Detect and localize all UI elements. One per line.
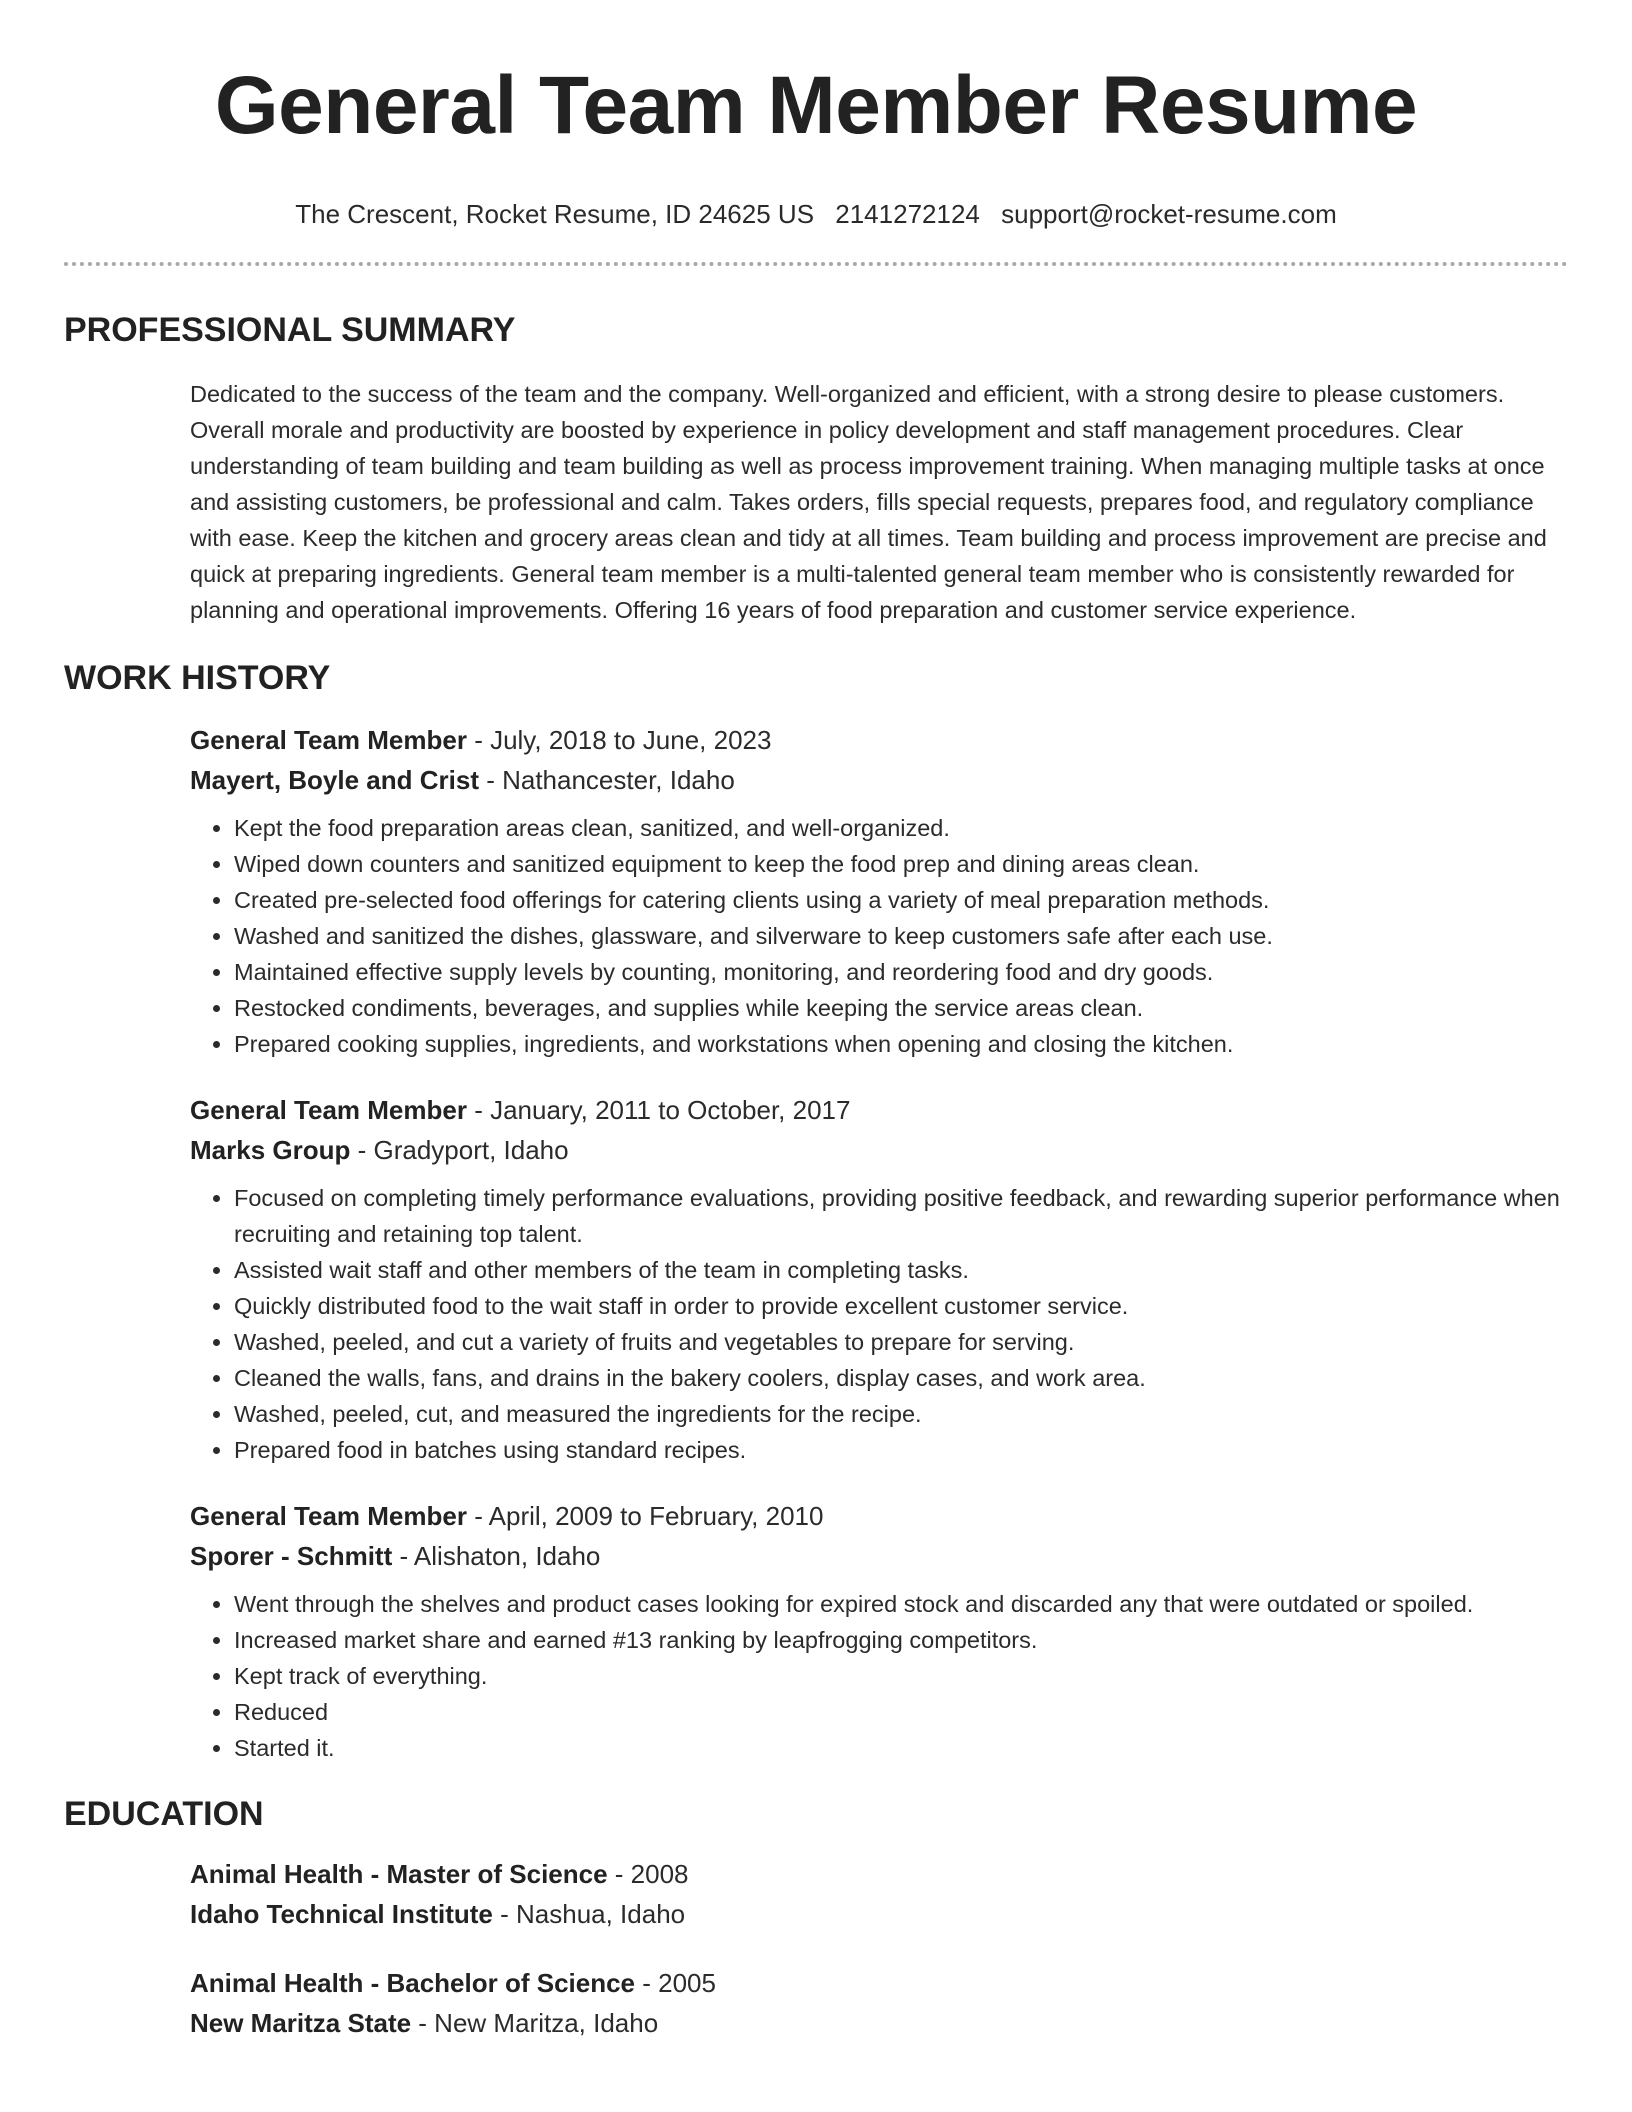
job-title: General Team Member bbox=[190, 1095, 467, 1125]
bullet-item: • Cleaned the walls, fans, and drains in the bakery coolers, display cases, and work area. bbox=[234, 1360, 1568, 1396]
job-title: General Team Member bbox=[190, 725, 467, 755]
bullet-item: • Washed, peeled, cut, and measured the ingredients for the recipe. bbox=[234, 1396, 1568, 1432]
degree-name: Animal Health - Bachelor of Science bbox=[190, 1968, 636, 1998]
job-location: - Nathancester, Idaho bbox=[478, 765, 735, 795]
job-company-line bbox=[190, 1536, 1568, 1576]
bullet-item: • Maintained effective supply levels by counting, monitoring, and reordering food and dry goods. bbox=[234, 954, 1568, 990]
contact-line bbox=[64, 198, 1568, 230]
bullet-item: • Started it. bbox=[234, 1730, 1568, 1766]
education-section bbox=[64, 1794, 1568, 2043]
school-line bbox=[190, 2003, 1568, 2043]
job-entry bbox=[190, 1496, 1568, 1766]
job-title-line bbox=[190, 720, 1568, 760]
job-dates: - July, 2018 to June, 2023 bbox=[466, 725, 772, 755]
job-company-line bbox=[190, 760, 1568, 800]
contact-email: support@rocket-resume.com bbox=[1001, 199, 1337, 229]
job-title-line bbox=[190, 1090, 1568, 1130]
job-location: - Gradyport, Idaho bbox=[350, 1135, 569, 1165]
job-bullets bbox=[190, 1180, 1568, 1468]
bullet-item: • Kept track of everything. bbox=[234, 1658, 1568, 1694]
degree-year: - 2008 bbox=[607, 1859, 689, 1889]
job-location: - Alishaton, Idaho bbox=[392, 1541, 601, 1571]
resume-page bbox=[64, 0, 1568, 2043]
job-entry bbox=[190, 720, 1568, 1062]
degree-line bbox=[190, 1854, 1568, 1894]
job-company: Mayert, Boyle and Crist bbox=[190, 765, 479, 795]
degree-year: - 2005 bbox=[635, 1968, 716, 1998]
job-dates: - January, 2011 to October, 2017 bbox=[466, 1095, 851, 1125]
job-company-line bbox=[190, 1130, 1568, 1170]
bullet-item: • Reduced bbox=[234, 1694, 1568, 1730]
job-title: General Team Member bbox=[190, 1501, 467, 1531]
job-bullets bbox=[190, 810, 1568, 1062]
summary-text: Dedicated to the success of the team and the company. Well-organized and efficient, with a strong desire to please customers. Overall morale and productivity are boosted by experience in policy development and staff management procedures. Clear understanding of team building and team building as well as process improvement training. When managing multiple tasks at once and assisting customers, be professional and calm. Takes orders, fills special requests, prepares food, and regulatory compliance with ease. Keep the kitchen and grocery areas clean and tidy at all times. Team building and process improvement are precise and quick at preparing ingredients. General team member is a multi-talented general team member who is consistently rewarded for planning and operational improvements. Offering 16 years of food preparation and customer service experience. bbox=[190, 381, 1547, 623]
resume-title: General Team Member Resume bbox=[214, 60, 1418, 151]
job-entry bbox=[190, 1090, 1568, 1468]
bullet-item: • Increased market share and earned #13 ranking by leapfrogging competitors. bbox=[234, 1622, 1568, 1658]
bullet-item: • Quickly distributed food to the wait staff in order to provide excellent customer service. bbox=[234, 1288, 1568, 1324]
bullet-item: • Prepared food in batches using standard recipes. bbox=[234, 1432, 1568, 1468]
bullet-item: • Kept the food preparation areas clean, sanitized, and well-organized. bbox=[234, 810, 1568, 846]
bullet-item: • Created pre-selected food offerings for catering clients using a variety of meal preparation methods. bbox=[234, 882, 1568, 918]
school-location: - New Maritza, Idaho bbox=[411, 2008, 659, 2038]
bullet-item: • Wiped down counters and sanitized equipment to keep the food prep and dining areas clean. bbox=[234, 846, 1568, 882]
work-history-heading: WORK HISTORY bbox=[64, 659, 331, 697]
education-entry bbox=[190, 1963, 1568, 2043]
school-location: - Nashua, Idaho bbox=[492, 1899, 686, 1929]
contact-phone: 2141272124 bbox=[835, 199, 980, 229]
bullet-item: • Washed and sanitized the dishes, glassware, and silverware to keep customers safe after each use. bbox=[234, 918, 1568, 954]
degree-name: Animal Health - Master of Science bbox=[190, 1859, 608, 1889]
job-company: Marks Group bbox=[190, 1135, 351, 1165]
bullet-item: • Prepared cooking supplies, ingredients, and workstations when opening and closing the kitchen. bbox=[234, 1026, 1568, 1062]
job-title-line bbox=[190, 1496, 1568, 1536]
job-company: Sporer - Schmitt bbox=[190, 1541, 393, 1571]
school-name: New Maritza State bbox=[190, 2008, 412, 2038]
bullet-item: • Focused on completing timely performance evaluations, providing positive feedback, and rewarding superior performance when recruiting and retaining top talent. bbox=[234, 1180, 1568, 1252]
bullet-item: • Assisted wait staff and other members of the team in completing tasks. bbox=[234, 1252, 1568, 1288]
bullet-item: • Went through the shelves and product cases looking for expired stock and discarded any that were outdated or spoiled. bbox=[234, 1586, 1568, 1622]
school-name: Idaho Technical Institute bbox=[190, 1899, 493, 1929]
education-heading: EDUCATION bbox=[64, 1795, 264, 1833]
contact-address: The Crescent, Rocket Resume, ID 24625 US bbox=[295, 199, 815, 229]
header-divider bbox=[64, 262, 1568, 266]
education-entry bbox=[190, 1854, 1568, 1934]
summary-heading: PROFESSIONAL SUMMARY bbox=[64, 311, 516, 349]
work-history-section bbox=[64, 658, 1568, 1766]
summary-section bbox=[64, 310, 1568, 628]
bullet-item: • Washed, peeled, and cut a variety of fruits and vegetables to prepare for serving. bbox=[234, 1324, 1568, 1360]
school-line bbox=[190, 1894, 1568, 1934]
job-bullets bbox=[190, 1586, 1568, 1766]
degree-line bbox=[190, 1963, 1568, 2003]
job-dates: - April, 2009 to February, 2010 bbox=[466, 1501, 824, 1531]
bullet-item: • Restocked condiments, beverages, and supplies while keeping the service areas clean. bbox=[234, 990, 1568, 1026]
